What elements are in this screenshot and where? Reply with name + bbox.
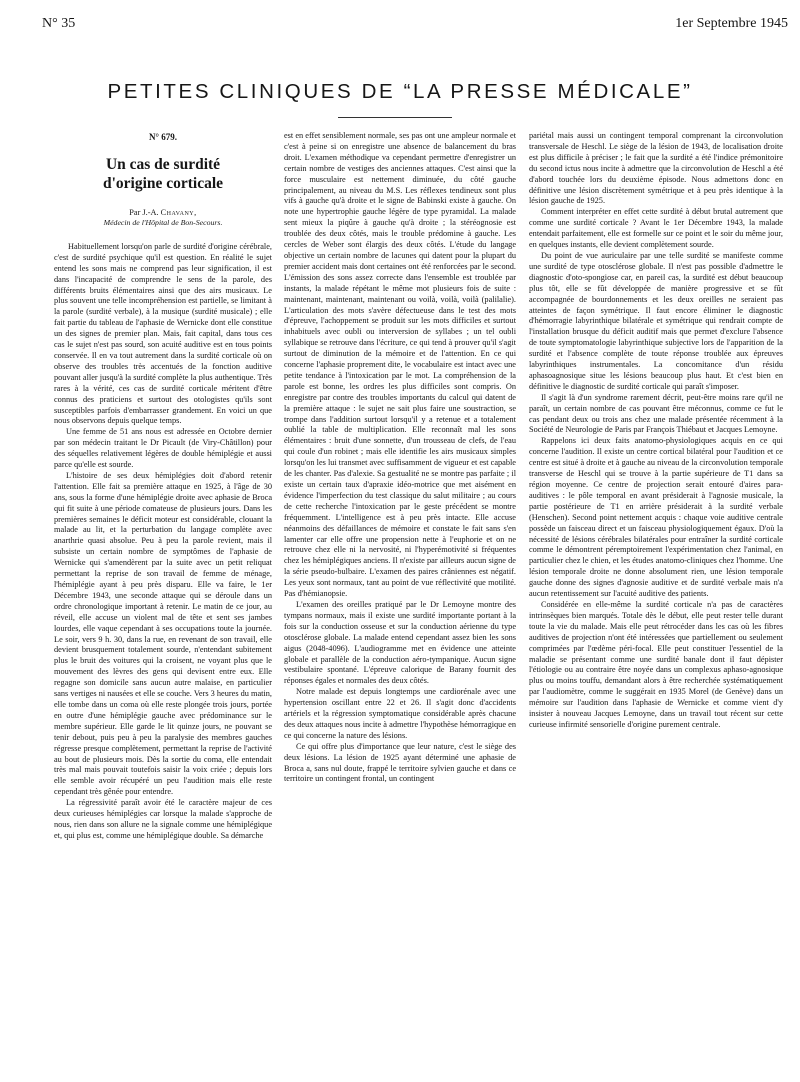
column-3 bbox=[529, 131, 783, 731]
paragraph: Du point de vue auriculaire par une telle surdité se manifeste comme une surdité de type otosclérose globale. Il n'est pas possible d'admettre le diagnostic d'oto-spongiose car, en pareil cas, la surdité est début beaucoup plus tôt, elle se fût développée de manière progressive et se fût accompagnée de bourdonnements et les deux oreilles ne seraient pas atteintes de façon symétrique. Il faut encore éliminer le diagnostic d'hémorragie labyrinthique bilatérale et symétrique qui rendrait compte de l'installation brusque du déficit auditif mais que permet d'exclure l'absence de toute symptomatologie labyrinthique subjective lors de l'apparition de la surdité et l'absence complète de toute réponse troublée aux épreuves labyrinthiques instrumentales. La concomitance d'un résidu aphasoagnosique situe les lésions beaucoup plus haut. Et c'est bien en définitive le diagnostic de surdité corticale qui paraît s'imposer. bbox=[529, 250, 783, 391]
article-title-line-1: Un cas de surdité bbox=[105, 155, 221, 173]
paragraph: L'examen des oreilles pratiqué par le Dr Lemoyne montre des tympans normaux, mais il existe une surdité importante portant à la fois sur la conduction osseuse et sur la conduction aérienne du type otosclérose globale. La malade entend cependant assez bien les sons aigus (2048-4096). L'audiogramme met en évidence une atteinte globale et parallèle de la conduction aéro-tympanique. Aucun signe vestibulaire spontané. L'épreuve calorique de Barany fournit des réponses égales et normales des deux côtés. bbox=[284, 599, 516, 686]
paragraph: L'histoire de ses deux hémiplégies doit d'abord retenir l'attention. Elle fait sa première attaque en 1925, à l'âge de 30 ans, sous la forme d'une hémiplégie droite avec aphasie de Broca qui fit suite à une période comateuse de plusieurs jours. Dans les premières semaines le déficit moteur est considérable, clouant la malade au lit, et la perturbation du langage complète avec anarthrie quasi absolue. Peu à peu la parole revient, mais il subsiste un certain nombre de symptômes de l'aphasie de Wernicke qui s'amendèrent par la suite avec un petit reliquat permettant la reprise de son travail de femme de ménage, l'hémiplégie ayant à peu près disparu. Elle va faire, le 1er Décembre 1943, une seconde attaque qui se déroule dans un ordre chronologique important à retenir. Le matin de ce jour, au réveil, elle accuse un violent mal de tête et sent ses jambes lourdes, elle vaque cependant à ses occupations toute la journée. Le soir, vers 9 h. 30, dans la rue, en revenant de son travail, elle devient brusquement totalement sourde, n'entendant subitement plus le bruit des voitures qui la croisent, ne voyant plus que le mouvement des lèvres des gens qui devisent entre eux. Elle regagne son domicile sans aucun autre malaise, en particulier sans vertiges ni nausées et elle se couche. Vers 3 heures du matin, elle tombe dans un coma où elle reste plongée trois jours, portée en outre d'une hémiplégie gauche avec prédominance sur le membre supérieur. Elle garde le lit quinze jours, ne pouvant se tenir debout, puis peu à peu la paralysie des membres gauches régresse presque complètement, permettant la reprise de l'activité au bout de plusieurs mois. Dès la sortie du coma, elle entendait très mal mais pouvait toutefois saisir la voix criée ; depuis lors elle semble avoir récupéré un peu l'audition mais elle reste cependant très gênée pour entendre. bbox=[54, 470, 272, 797]
section-title: PETITES CLINIQUES DE “LA PRESSE MÉDICALE” bbox=[107, 80, 693, 103]
article-title-line-2: d'origine corticale bbox=[102, 174, 224, 192]
column-1 bbox=[54, 132, 272, 842]
title-divider bbox=[338, 117, 452, 118]
paragraph: est en effet sensiblement normale, ses pas ont une ampleur normale et c'est à peine si on enregistre une absence de balancement du bras droit. L'examen méthodique va cependant permettre d'enregistrer un certain nombre de vestiges des anciennes attaques. C'est ainsi que la force musculaire est nettement diminuée, du côté gauche principalement, au niveau du M.S. Les réflexes tendineux sont plus vifs à gauche qu'à droite et le signe de Babinski existe à gauche. On note une hypertrophie gauche légère de type pyramidal. La malade sent mieux la piqûre à gauche qu'à droite ; la stéréognosie est troublée des deux côtés, mais le trouble prédomine à gauche. Les cercles de Weber sont élargis des deux côtés. L'étude du langage objective un certain nombre de lacunes qui datent pour la plupart du premier accident mais dont certaines ont été renforcées par le second. L'émission des sons assez correcte dans l'ensemble est troublée par instants, la malade répétant le même mot plusieurs fois de suite : maintenant, maintenant, maintenant ou voilà, voilà, voilà (palilalie). L'articulation des mots s'avère défectueuse dans le test des mots d'épreuve, l'achoppement se produit sur les mots difficiles et surtout inhabituels avec oubli ou interversion de syllabes ; un tel oubli syllabique se retrouve dans l'écriture, ce qui tend à prouver qu'il s'agit surtout de diminution de la mémoire et de l'attention. En ce qui concerne l'aphasie proprement dite, le vocabulaire est intact avec une petite tendance à l'intoxication par le mot. La compréhension de la parole est bonne, les ordres les plus difficiles sont compris. On enregistre par contre des troubles importants du calcul qui datent de la première attaque : le sujet ne sait plus faire une soustraction, se trompe dans l'addition surtout lorsqu'il y a retenue et a totalement oublié la table de multiplication. Elle reconnaît mal les sons élémentaires : bruit d'une sonnette, d'un trousseau de clefs, de l'eau qui coule d'un robinet ; mais elle identifie les airs musicaux simples lorsqu'on les lui transmet avec suffisamment de vigueur et est capable de les chanter. Pas d'alexie. Sa gestualité ne se montre pas parfaite ; il existe un certain taux d'apraxie idéo-motrice que met aisément en évidence l'imperfection du test classique du salut militaire ; au cours de cette recherche l'intoxication par le geste précédent se montre fréquemment. L'intelligence est à peu près intacte. Elle accuse néanmoins des défaillances de mémoire et constate le fait sans s'en lamenter car elle offre une propension nette à l'euphorie et on ne retrouve chez elle ni la nervosité, ni l'hyperémotivité si fréquentes chez les hémiplégiques anciens. Il n'existe par ailleurs aucun signe de la série pseudo-bulbaire. L'examen des paires crâniennes est négatif. Les yeux sont normaux, tant au point de vue réflectivité que motilité. Pas d'hémianopsie. bbox=[284, 131, 516, 599]
column-2 bbox=[284, 131, 516, 785]
issue-date: 1er Septembre 1945 bbox=[675, 16, 788, 31]
paragraph: La régressivité paraît avoir été le caractère majeur de ces deux curieuses hémiplégies car lorsque la malade s'approche de nous, rien dans son allure ne la signale comme une hémiplégique et, qui plus est, comme une hémiplégique double. Sa démarche bbox=[54, 798, 272, 840]
paragraph: Il s'agit là d'un syndrome rarement décrit, peut-être moins rare qu'il ne paraît, un certain nombre de cas pouvant être méconnus, comme ce fut le cas pendant deux ou trois ans chez une malade présentée récemment à la Société de Neurologie de Paris par François Thiébaut et Jacques Lemoyne. bbox=[529, 392, 783, 435]
author-name: Chavany, bbox=[160, 207, 197, 217]
paragraph: Une femme de 51 ans nous est adressée en Octobre dernier par son médecin traitant le Dr Picault (de Viry-Châtillon) pour des séquelles relativement légères de double hémiplégie et aussi parce qu'elle est sourde. bbox=[54, 427, 272, 470]
author-affiliation: Médecin de l'Hôpital de Bon-Secours. bbox=[103, 217, 223, 227]
paragraph: Considérée en elle-même la surdité corticale n'a pas de caractères intrinsèques bien marqués. Totale dès le début, elle peut rester telle durant toute la vie du malade. Mais elle peut rétrocéder dans les cas où les fibres auditives de projection n'ont été intéressées que partiellement ou seulement comprimées par l'œdème péri-focal. Elle peut constituer l'essentiel de la maladie se présentant comme une surdité banale dont il faut dépister l'étiologie ou au contraire être noyée dans un complexus aphaso-agnosique plus ou moins touffu, demandant alors à être recherchée systématiquement par l'audiomètre, comme le suggérait en 1935 Morel (de Genève) dans un mémoire sur l'audition dans l'aphasie de Wernicke et comme vient d'y insister à nouveau Jacques Lemoyne, dans un travail tout récent sur cette curieuse infirmité sensorielle d'origine purement centrale. bbox=[529, 599, 783, 729]
issue-number: N° 35 bbox=[42, 16, 76, 31]
paragraph: Rappelons ici deux faits anatomo-physiologiques acquis en ce qui concerne l'audition. Il existe un centre cortical bilatéral pour l'audition et ce centre est situé à droite et à gauche au niveau de la circonvolution temporale transverse de Heschl qui se trouve à la partie supérieure de T1 dans sa région moyenne. Ce centre de projection serait entouré d'aires para-auditives : le pôle temporal en avant présiderait à l'agnosie musicale, la partie postérieure de T1 en arrière présiderait à la surdité verbale (Henschen). Second point nettement acquis : chaque voie auditive centrale possède un faisceau direct et un faisceau physiologiquement égaux. D'où la nécessité de lésions cérébrales bilatérales pour entraîner la surdité corticale comme le démontrent péremptoirement l'expérimentation chez l'animal, en particulier chez le chien, et les études anatomo-cliniques chez l'homme. Une lésion temporale droite ne donne absolument rien, une lésion temporale gauche donne des signes d'agnosie auditive et de surdité verbale mais n'a aucun retentissement sur l'acuité auditive des patients. bbox=[529, 436, 783, 599]
column-1-body bbox=[54, 242, 272, 842]
paragraph: Habituellement lorsqu'on parle de surdité d'origine cérébrale, c'est de surdité psychique qu'il est question. En réalité le sujet entend les sons mais ne comprend pas leur signification, il est dans l'incapacité de comprendre le sens de la parole, des différents bruits élémentaires ainsi que des airs musicaux. Le plus souvent une telle incompréhension est partielle, se limitant à la parole (surdité verbale), à la musique (surdité musicale) ; elle fait partie du tableau de l'aphasie de Wernicke dont elle constitue un des signes de premier plan. Mais, fait capital, dans tous ces cas le sujet n'est pas sourd, son acuité auditive est en tous points conservée. Il en va tout autrement dans la surdité corticale où on observe des troubles très accentués de la fonction auditive pouvant aller jusqu'à la surdité complète la plus authentique. Très rares à la vérité, ces cas de surdité corticale méritent d'être connus des praticiens et surtout des otologistes qu'ils sont susceptibles parfois d'embarrasser grandement. En voici un que nous observons depuis quelque temps. bbox=[54, 241, 272, 426]
running-header bbox=[42, 16, 788, 36]
paragraph: pariétal mais aussi un contingent temporal comprenant la circonvolution transversale de Heschl. Le siège de la lésion de 1943, de localisation droite est plus difficile à préciser ; le fait que la surdité a été l'indice prémonitoire du second ictus nous incite à admettre que la circonvolution de Heschl a été d'abord touchée lors du deuxième épisode. Nous admettons donc en définitive une lésion discrètement symétrique et à peu près identique à la lésion gauche de 1925. bbox=[529, 131, 783, 206]
paragraph: Notre malade est depuis longtemps une cardiorénale avec une hypertension oscillant entre 22 et 26. Il s'agit donc d'accidents artériels et la régression symptomatique considérable après chacune des deux attaques nous incite à admettre l'hypothèse hémorragique en ce qui concerne la nature des lésions. bbox=[284, 687, 516, 740]
paragraph: Ce qui offre plus d'importance que leur nature, c'est le siège des deux lésions. La lésion de 1925 ayant déterminé une aphasie de Broca a, sans nul doute, frappé le territoire sylvien gauche et dans ce territoire un contingent frontal, un contingent bbox=[284, 741, 516, 784]
author-byline bbox=[54, 207, 272, 218]
author-prefix: Par J.-A. bbox=[129, 207, 159, 217]
article-title bbox=[54, 155, 272, 193]
paragraph: Comment interpréter en effet cette surdité à début brutal autrement que comme une surdité corticale ? Avant le 1er Décembre 1943, la malade entendait parfaitement, elle est formelle sur ce point et le soir du même jour, en quelques instants, elle devient complètement sourde. bbox=[529, 207, 783, 250]
article-number: N° 679. bbox=[148, 132, 178, 142]
